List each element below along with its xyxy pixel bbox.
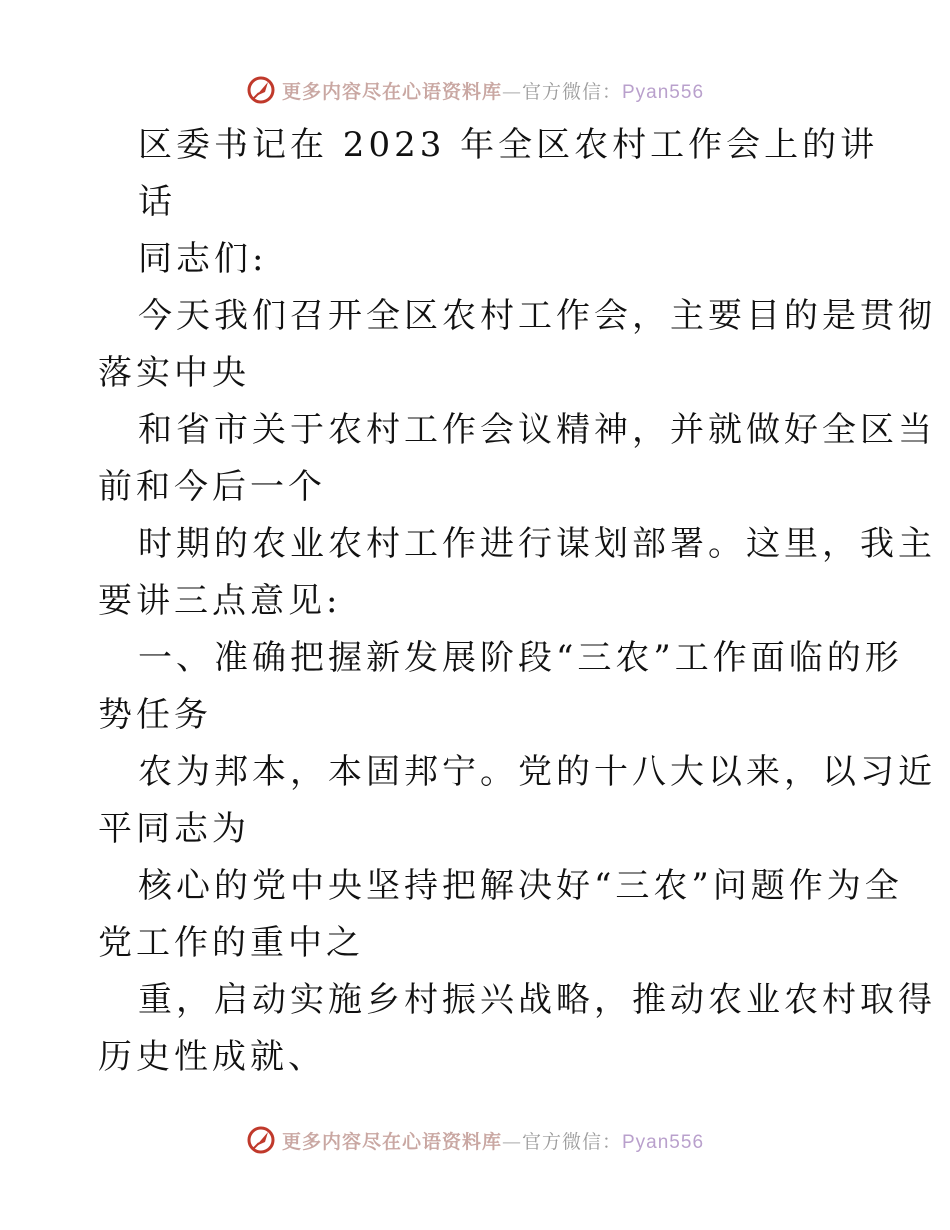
watermark-dash: —	[501, 80, 522, 103]
watermark-wechat-label: 官方微信：	[521, 1130, 622, 1153]
paragraph-line: 重，启动实施乡村振兴战略，推动农业农村取得	[138, 980, 936, 1020]
paragraph-line: 和省市关于农村工作会议精神，并就做好全区当	[138, 410, 936, 450]
paragraph-line: 前和今后一个	[98, 467, 326, 507]
title-line-2: 话	[138, 182, 176, 222]
watermark-wechat-id: Pyan556	[622, 81, 705, 103]
title-line-1: 区委书记在 2023 年全区农村工作会上的讲	[138, 125, 879, 165]
watermark-site: 更多内容尽在心语资料库	[281, 80, 502, 103]
document-body	[98, 117, 936, 1086]
paragraph-line: 历史性成就、	[98, 1037, 326, 1077]
watermark-dash: —	[501, 1130, 522, 1153]
paragraph-line: 今天我们召开全区农村工作会，主要目的是贯彻	[138, 296, 936, 336]
section-heading-line: 势任务	[98, 695, 212, 735]
watermark-header	[0, 70, 950, 110]
paragraph-line: 党工作的重中之	[98, 923, 364, 963]
paragraph-line: 平同志为	[98, 809, 250, 849]
paragraph-line: 核心的党中央坚持把解决好“三农”问题作为全	[138, 866, 903, 906]
paragraph-line: 农为邦本，本固邦宁。党的十八大以来，以习近	[138, 752, 936, 792]
watermark-footer	[0, 1120, 950, 1160]
paragraph-line: 时期的农业农村工作进行谋划部署。这里，我主	[138, 524, 936, 564]
paragraph-line: 要讲三点意见:	[98, 581, 342, 621]
paragraph-line: 落实中央	[98, 353, 250, 393]
watermark-wechat-label: 官方微信：	[521, 80, 622, 103]
quill-logo-icon	[246, 75, 276, 105]
section-heading-line: 一、准确把握新发展阶段“三农”工作面临的形	[138, 638, 903, 678]
quill-logo-icon	[246, 1125, 276, 1155]
watermark-site: 更多内容尽在心语资料库	[281, 1130, 502, 1153]
watermark-wechat-id: Pyan556	[622, 1131, 705, 1153]
salutation: 同志们:	[138, 239, 268, 279]
